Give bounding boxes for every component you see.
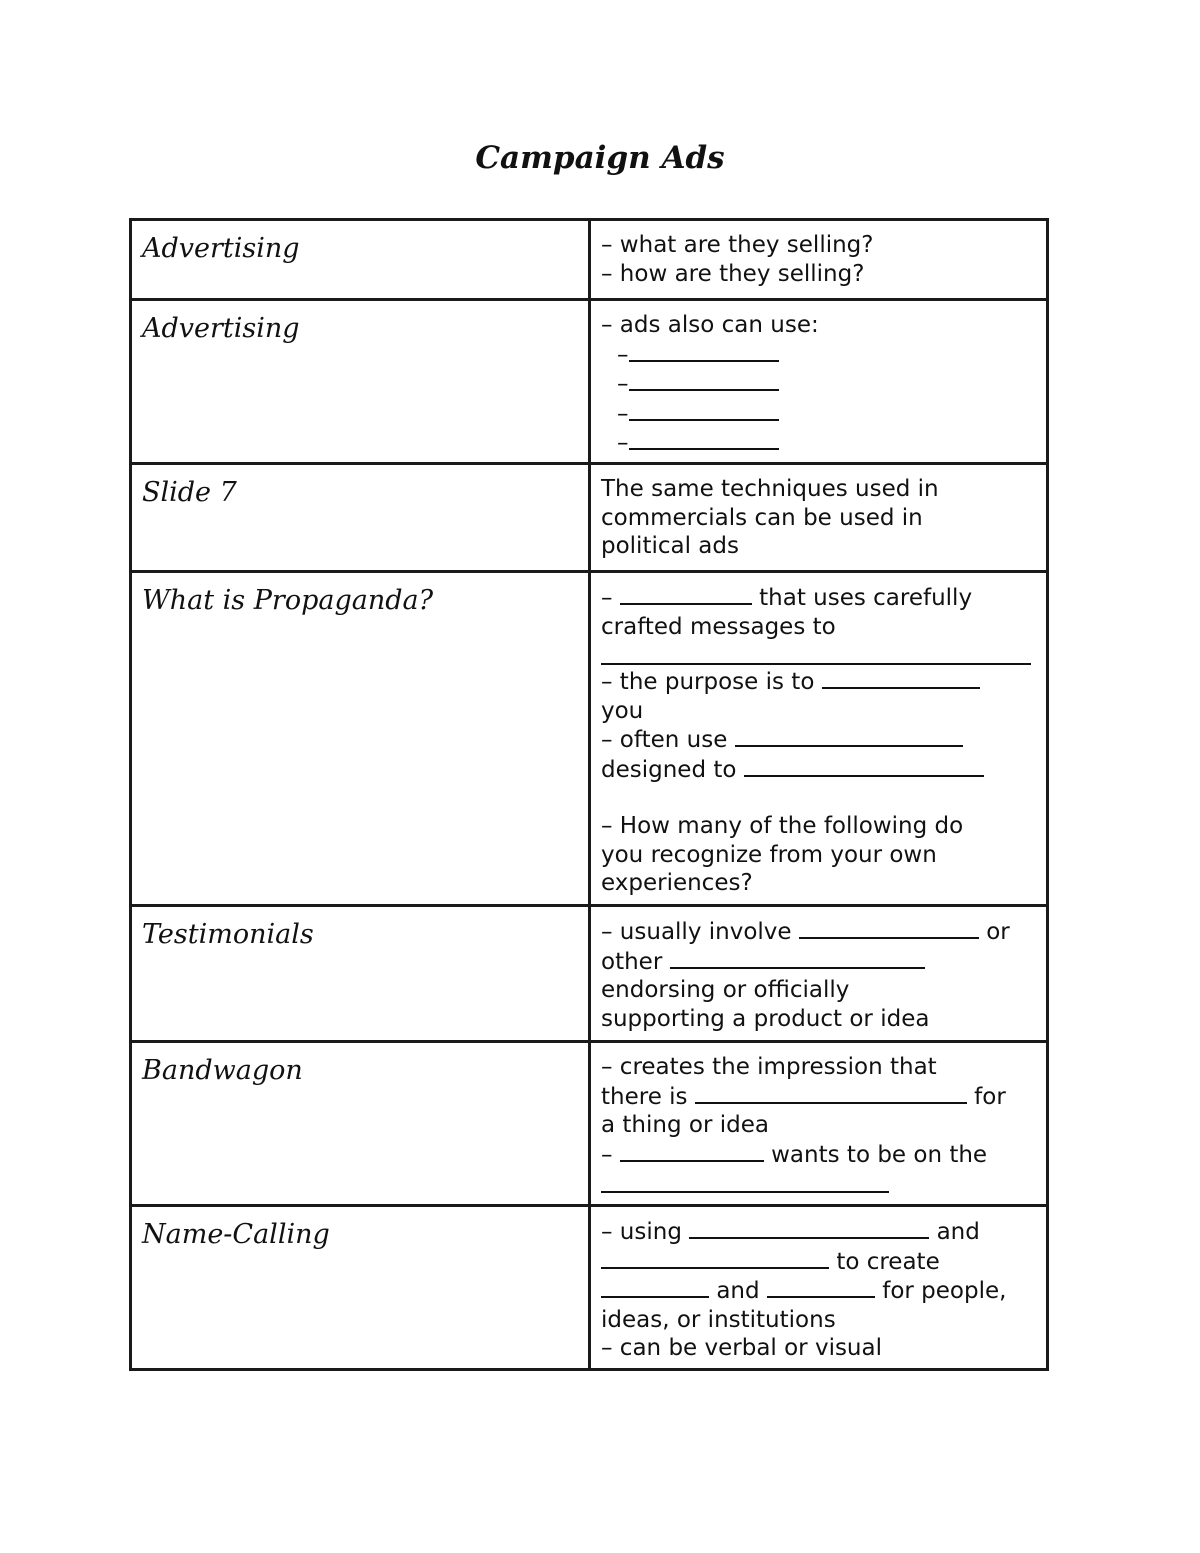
fill-in-blank[interactable]: [601, 1169, 889, 1193]
page-title: Campaign Ads: [475, 140, 725, 176]
blank-line-item: –: [601, 369, 1032, 399]
fill-in-blank[interactable]: [670, 947, 925, 969]
table-row: [131, 1206, 1048, 1370]
fill-in-blank[interactable]: [735, 725, 963, 747]
table-row: [131, 464, 1048, 572]
fill-in-blank[interactable]: [822, 667, 980, 689]
blank-line-item: –: [601, 428, 1032, 458]
description-cell: – ads also can use: – – – –: [590, 300, 1048, 464]
description-cell: – usually involve or other endorsing or officially supporting a product or idea: [590, 906, 1048, 1042]
description-cell: The same techniques used in commercials can be used in political ads: [590, 464, 1048, 572]
fill-in-blank[interactable]: [601, 1276, 709, 1298]
description-cell: – what are they selling? – how are they selling?: [590, 220, 1048, 300]
fill-in-blank[interactable]: [629, 399, 779, 421]
fill-in-blank[interactable]: [620, 583, 752, 605]
term-cell: What is Propaganda?: [131, 572, 590, 906]
term-cell: Testimonials: [131, 906, 590, 1042]
description-cell: – creates the impression that there is for a thing or idea – wants to be on the: [590, 1042, 1048, 1206]
notes-table: [129, 218, 1049, 1371]
table-row: [131, 220, 1048, 300]
table-row: [131, 572, 1048, 906]
fill-in-blank[interactable]: [629, 428, 779, 450]
term-cell: Slide 7: [131, 464, 590, 572]
term-cell: Advertising: [131, 220, 590, 300]
term-cell: Bandwagon: [131, 1042, 590, 1206]
fill-in-blank[interactable]: [629, 340, 779, 362]
fill-in-blank[interactable]: [767, 1276, 875, 1298]
fill-in-blank[interactable]: [695, 1082, 967, 1104]
term-cell: Advertising: [131, 300, 590, 464]
fill-in-blank[interactable]: [744, 755, 984, 777]
table-row: [131, 906, 1048, 1042]
fill-in-blank[interactable]: [601, 1247, 829, 1269]
table-row: [131, 300, 1048, 464]
description-cell: – that uses carefully crafted messages to – the purpose is to you – often use designed to – How many of the following do you recognize from your own experiences?: [590, 572, 1048, 906]
term-cell: Name-Calling: [131, 1206, 590, 1370]
table-row: [131, 1042, 1048, 1206]
fill-in-blank[interactable]: [629, 369, 779, 391]
fill-in-blank[interactable]: [620, 1140, 764, 1162]
blank-line-item: –: [601, 340, 1032, 370]
fill-in-blank[interactable]: [601, 641, 1031, 665]
fill-in-blank[interactable]: [689, 1217, 929, 1239]
blank-line-item: –: [601, 399, 1032, 429]
description-cell: – using and to create and for people, ideas, or institutions – can be verbal or visual: [590, 1206, 1048, 1370]
fill-in-blank[interactable]: [799, 917, 979, 939]
